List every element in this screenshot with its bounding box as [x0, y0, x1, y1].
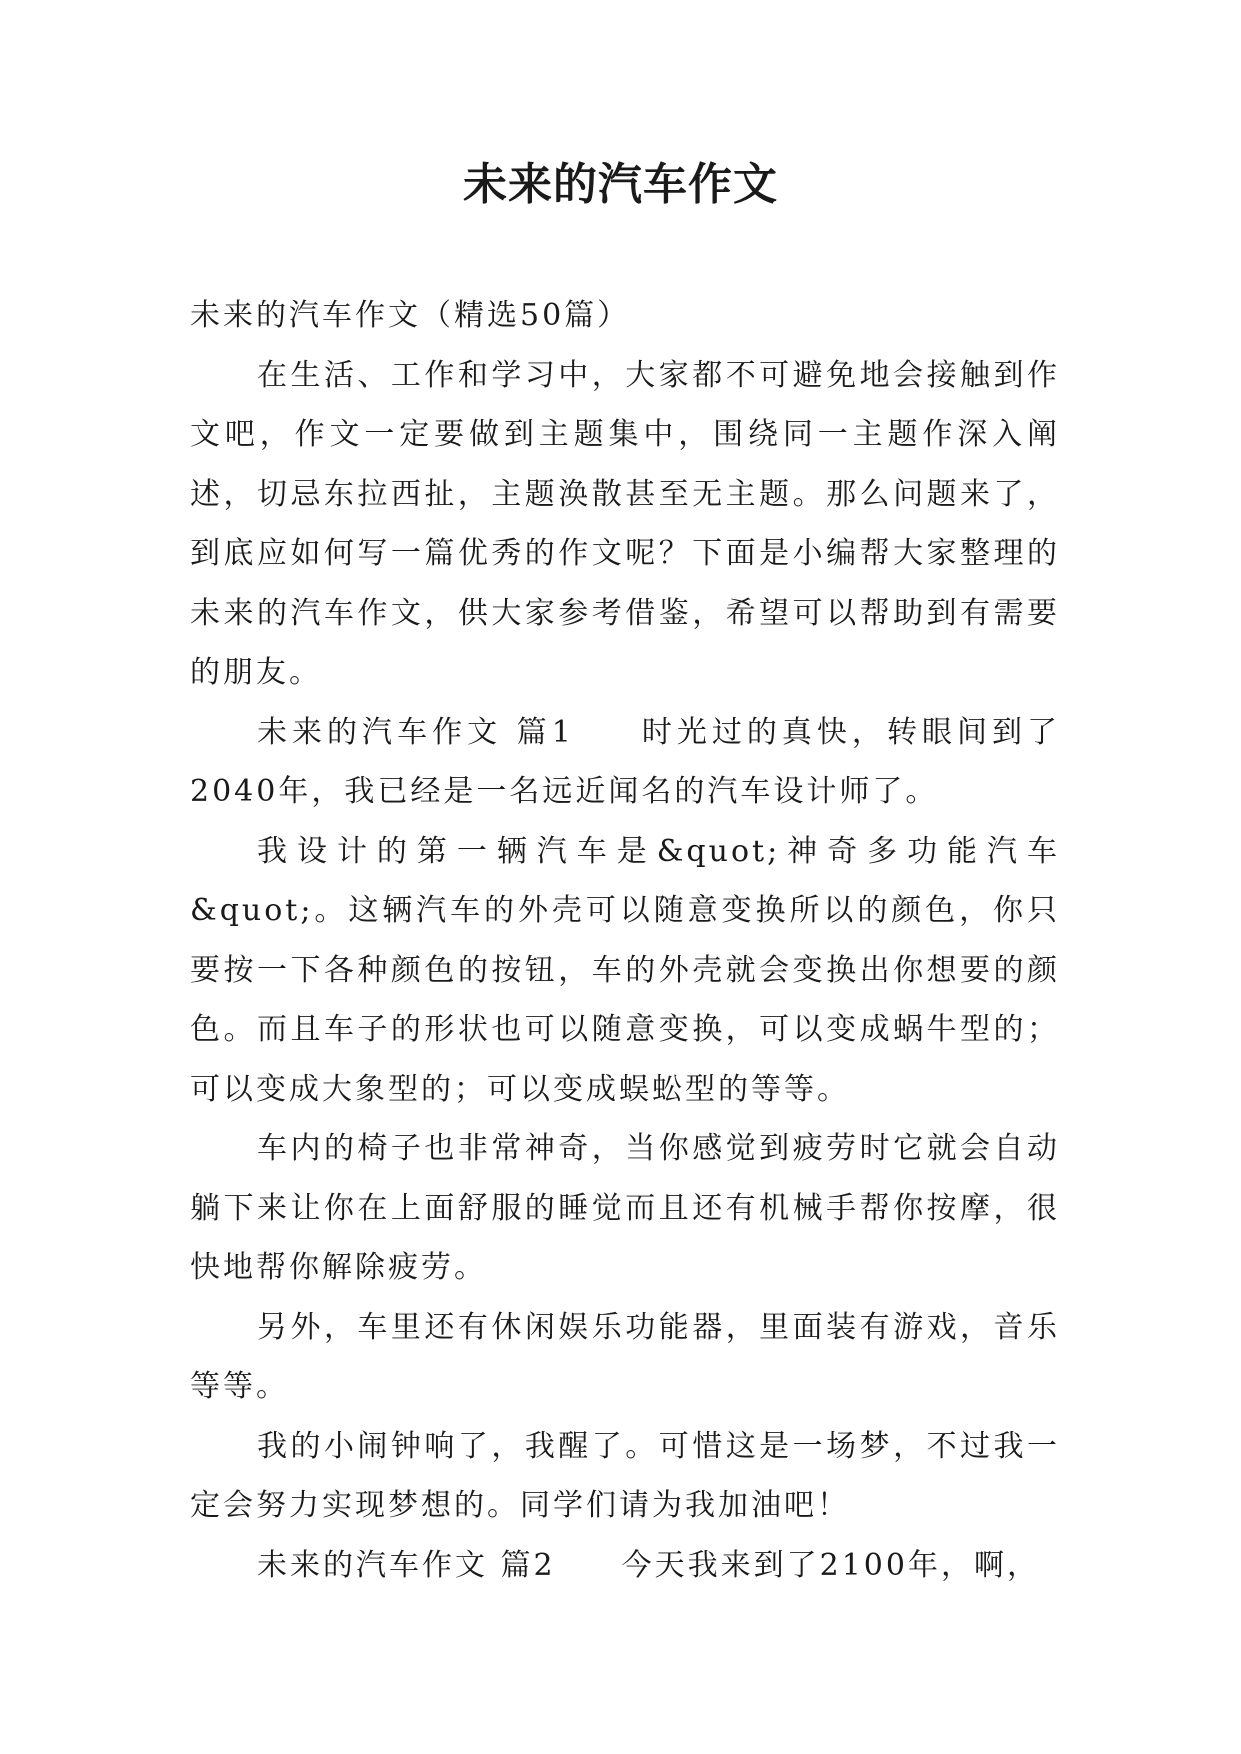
section-1-opening — [190, 703, 1060, 822]
section-1-paragraph: 另外，车里还有休闲娱乐功能器，里面装有游戏，音乐等等。 — [190, 1309, 1060, 1404]
section-2-heading: 未来的汽车作文 篇2 — [257, 1547, 556, 1583]
section-1-opening-text: 时光过的真快，转眼间到了2040年，我已经是一名远近闻名的汽车设计师了。 — [190, 714, 1061, 809]
section-2-opening-text: 今天我来到了2100年，啊， — [621, 1547, 1040, 1583]
page-title: 未来的汽车作文 — [463, 159, 778, 210]
document-body — [190, 286, 1060, 1595]
document-subtitle: 未来的汽车作文（精选50篇） — [190, 298, 631, 333]
section-1-heading: 未来的汽车作文 篇1 — [257, 714, 574, 750]
section-1-paragraph: 车内的椅子也非常神奇，当你感觉到疲劳时它就会自动躺下来让你在上面舒服的睡觉而且还有机械手帮你按摩，很快地帮你解除疲劳。 — [190, 1131, 1060, 1285]
section-1-paragraph: 我的小闹钟响了，我醒了。可惜这是一场梦，不过我一定会努力实现梦想的。同学们请为我加油吧！ — [190, 1428, 1060, 1523]
section-2-opening — [190, 1536, 1060, 1596]
intro-paragraph: 在生活、工作和学习中，大家都不可避免地会接触到作文吧，作文一定要做到主题集中，围绕同一主题作深入阐述，切忌东拉西扯，主题涣散甚至无主题。那么问题来了，到底应如何写一篇优秀的作文呢？下面是小编帮大家整理的未来的汽车作文，供大家参考借鉴，希望可以帮助到有需要的朋友。 — [190, 357, 1060, 690]
section-1-paragraph: 我设计的第一辆汽车是&quot;神奇多功能汽车&quot;。这辆汽车的外壳可以随意变换所以的颜色，你只要按一下各种颜色的按钮，车的外壳就会变换出你想要的颜色。而且车子的形状也可以随意变换，可以变成蜗牛型的；可以变成大象型的；可以变成蜈蚣型的等等。 — [190, 833, 1060, 1107]
